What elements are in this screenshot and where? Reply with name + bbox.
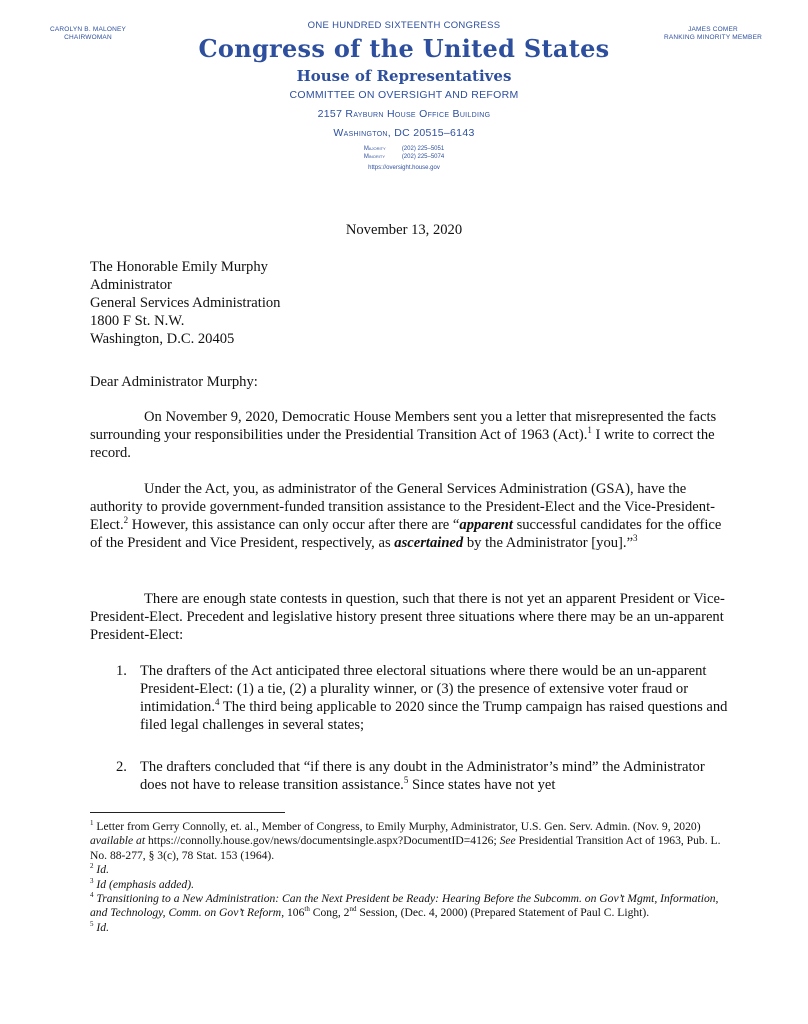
list-number: 1. xyxy=(116,663,127,679)
footnote-text: Session, (Dec. 4, 2000) (Prepared Statement of Paul C. Light). xyxy=(356,906,650,920)
footnote-ref: 3 xyxy=(633,533,638,544)
footnote-text: Id. xyxy=(96,863,109,877)
recipient-line: 1800 F St. N.W. xyxy=(90,313,185,329)
footnote-2 xyxy=(90,863,730,877)
footnote-1 xyxy=(90,820,730,863)
footnote-5 xyxy=(90,921,730,935)
chairwoman-block xyxy=(28,26,148,42)
footnote-ref: 5 xyxy=(403,775,409,786)
footnotes xyxy=(90,820,730,935)
paragraph-2 xyxy=(90,480,730,552)
footnote-text: Transitioning to a New Administration: Can the Next President be Ready: Hearing Before the Subcomm. on Gov’t Mgmt, Information, and Technology, Comm. on Gov’t Reform xyxy=(90,892,719,920)
salutation: Dear Administrator Murphy: xyxy=(90,374,258,390)
footnote-4 xyxy=(90,892,730,921)
chairwoman-name: CAROLYN B. MALONEY xyxy=(49,26,127,33)
footnote-number: 4 xyxy=(90,891,94,900)
paragraph-1 xyxy=(90,408,730,462)
paragraph-2-text: successful candidates for the office of the President and Vice President, respectively, as xyxy=(90,517,722,551)
emphasis-apparent: apparent xyxy=(459,517,513,533)
recipient-address xyxy=(90,258,730,348)
footnote-text: Id (emphasis added). xyxy=(96,877,194,891)
footnote-ref: 4 xyxy=(215,697,220,708)
chairwoman-title: CHAIRWOMAN xyxy=(64,34,112,41)
paragraph-3: There are enough state contests in question, such that there is not yet an apparent President or Vice-President-Elect. Precedent and legislative history present three situations where there may be an un-apparent President-Elect: xyxy=(90,591,725,643)
emphasis-ascertained: ascertained xyxy=(394,535,464,551)
footnote-text: Id. xyxy=(96,920,109,934)
recipient-line: The Honorable Emily Murphy xyxy=(90,259,268,275)
footnote-text: Letter from Gerry Connolly, et. al., Member of Congress, to Emily Murphy, Administrator, U.S. Gen. Serv. Admin. (Nov. 9, 2020) xyxy=(96,820,701,833)
ordinal-suffix: th xyxy=(304,905,310,914)
congress-number: ONE HUNDRED SIXTEENTH CONGRESS xyxy=(307,20,501,31)
footnote-number: 1 xyxy=(90,819,94,828)
footnote-link: https://connolly.house.gov/news/documentsingle.aspx?DocumentID=4126; xyxy=(145,834,500,848)
website-url: https://oversight.house.gov xyxy=(368,165,440,171)
ordinal-suffix: nd xyxy=(349,905,357,914)
footnote-ref: 2 xyxy=(123,515,129,526)
list-item-text: The third being applicable to 2020 since the Trump campaign has raised questions and filed legal challenges in several states; xyxy=(140,699,728,733)
footnote-text: See xyxy=(499,834,516,848)
ranking-member-title: RANKING MINORITY MEMBER xyxy=(663,34,762,41)
congress-title: Congress of the United States xyxy=(198,34,610,63)
list-item xyxy=(90,758,730,794)
footnote-text: Cong, 2 xyxy=(309,906,350,920)
committee-name: COMMITTEE ON OVERSIGHT AND REFORM xyxy=(289,89,519,101)
letter-date: November 13, 2020 xyxy=(345,222,463,238)
recipient-line: Administrator xyxy=(90,277,172,293)
city-address: Washington, DC 20515–6143 xyxy=(333,127,475,139)
recipient-line: General Services Administration xyxy=(90,295,281,311)
minority-phone: (202) 225–5074 xyxy=(401,154,445,160)
footnote-number: 2 xyxy=(90,862,94,871)
paragraph-1-text: On November 9, 2020, Democratic House Members sent you a letter that misrepresented the facts surrounding your responsibilities under the Presidential Transition Act of 1963 (Act). xyxy=(90,409,717,443)
footnote-text: available at xyxy=(90,834,146,848)
ranking-member-block xyxy=(643,26,783,42)
list-item-text: The drafters of the Act anticipated three electoral situations where there would be an un-apparent President-Elect: (1) a tie, (2) a plurality winner, or (3) the presence of extensive voter fraud or intimidation. xyxy=(140,663,707,715)
list-number: 2. xyxy=(116,759,127,775)
paragraph-2-text: Under the Act, you, as administrator of the General Services Administration (GSA), have the authority to provide government-funded transition assistance to the President-Elect and the Vice-President-Elect. xyxy=(90,481,715,533)
paragraph-1-tail: I write to correct the record. xyxy=(90,427,715,461)
footnote-3 xyxy=(90,878,730,892)
paragraph-2-text: However, this assistance can only occur after there are “ xyxy=(128,517,460,533)
list-item-text: Since states have not yet xyxy=(408,777,556,793)
paragraph-2-text: by the Administrator [you].” xyxy=(463,535,634,551)
footnote-ref: 1 xyxy=(587,425,592,436)
footnote-number: 3 xyxy=(90,876,94,885)
footnote-divider xyxy=(90,812,285,813)
house-title: House of Representatives xyxy=(296,67,512,85)
majority-label: Majority xyxy=(363,146,386,152)
ranking-member-name: JAMES COMER xyxy=(688,26,738,33)
footnote-text: , 106 xyxy=(281,906,305,920)
majority-phone: (202) 225–5051 xyxy=(401,146,445,152)
list-item-text: The drafters concluded that “if there is any doubt in the Administrator’s mind” the Administrator does not have to release transition assistance. xyxy=(140,759,705,793)
footnote-text: Presidential Transition Act of 1963, Pub. L. No. 88-277, § 3(c), 78 Stat. 153 (1964). xyxy=(90,834,721,862)
list-item xyxy=(90,662,730,734)
recipient-line: Washington, D.C. 20405 xyxy=(90,331,235,347)
phone-numbers xyxy=(364,145,444,161)
minority-label: Minority xyxy=(363,154,386,160)
office-address: 2157 Rayburn House Office Building xyxy=(317,108,491,120)
letterhead xyxy=(150,20,658,172)
footnote-number: 5 xyxy=(90,919,94,928)
